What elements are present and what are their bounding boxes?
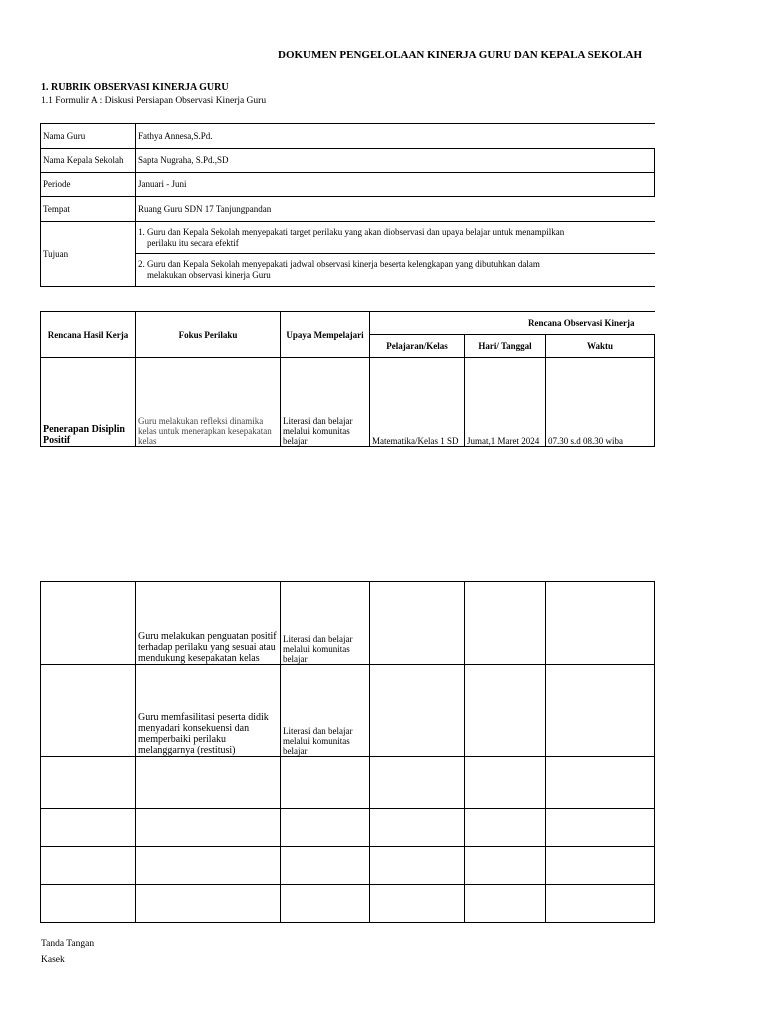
waktu-cell: 07.30 s.d 08.30 wiba [546, 358, 655, 447]
tempat-label: Tempat [41, 197, 136, 222]
empty-cell [546, 757, 655, 809]
signature-label: Tanda Tangan [41, 939, 95, 949]
header-pelajaran: Pelajaran/Kelas [370, 335, 465, 358]
periode-value: Januari - Juni [136, 173, 655, 197]
plan2-row-4 [41, 809, 655, 847]
empty-cell [370, 809, 465, 847]
nama-guru-value: Fathya Annesa,S.Pd. [136, 124, 655, 149]
empty-cell [136, 847, 281, 885]
empty-cell [465, 847, 546, 885]
empty-cell [41, 847, 136, 885]
empty-cell [281, 809, 370, 847]
empty-cell [136, 885, 281, 923]
empty-cell [370, 582, 465, 665]
tujuan-1-line1: 1. Guru dan Kepala Sekolah menyepakati target perilaku yang akan diobservasi dan upaya belajar untuk menampilkan [138, 226, 565, 237]
plan-table [40, 311, 655, 447]
empty-cell [281, 885, 370, 923]
empty-cell [370, 847, 465, 885]
plan2-row-1 [41, 582, 655, 665]
empty-cell [465, 757, 546, 809]
empty-cell [41, 757, 136, 809]
tujuan-item-1 [136, 222, 655, 254]
tujuan-2-line1: 2. Guru dan Kepala Sekolah menyepakati jadwal observasi kinerja beserta kelengkapan yang dibutuhkan dalam [138, 259, 540, 269]
rencana-hasil-cell: Penerapan Disiplin Positif [41, 358, 136, 447]
empty-cell [546, 885, 655, 923]
tujuan-2-line2: melakukan observasi kinerja Guru [147, 270, 271, 280]
empty-cell [465, 582, 546, 665]
empty-cell [41, 809, 136, 847]
hari-cell: Jumat,1 Maret 2024 [465, 358, 546, 447]
header-waktu: Waktu [546, 335, 655, 358]
periode-label: Periode [41, 173, 136, 197]
tujuan-item-2 [136, 254, 655, 287]
signature-role: Kasek [41, 955, 65, 965]
info-table [40, 123, 655, 287]
tujuan-1-line2: perilaku itu secara efektif [147, 237, 239, 248]
section-heading: 1. RUBRIK OBSERVASI KINERJA GURU [41, 82, 229, 93]
upaya-cell: Literasi dan belajar melalui komunitas belajar [281, 358, 370, 447]
empty-cell [136, 757, 281, 809]
pelajaran-cell: Matematika/Kelas 1 SD [370, 358, 465, 447]
empty-cell [546, 809, 655, 847]
plan2-row-3 [41, 757, 655, 809]
plan-row [41, 358, 655, 447]
subsection-heading: 1.1 Formulir A : Diskusi Persiapan Observasi Kinerja Guru [41, 96, 267, 106]
empty-cell [546, 665, 655, 757]
info-row-kepala [41, 149, 655, 173]
empty-cell [370, 885, 465, 923]
empty-cell [41, 582, 136, 665]
header-upaya: Upaya Mempelajari [281, 312, 370, 358]
info-row-tujuan-1 [41, 222, 655, 254]
upaya-cell: Literasi dan belajar melalui komunitas belajar [281, 665, 370, 757]
empty-cell [281, 847, 370, 885]
header-rencana-hasil: Rencana Hasil Kerja [41, 312, 136, 358]
empty-cell [546, 582, 655, 665]
plan2-row-6 [41, 885, 655, 923]
empty-cell [465, 809, 546, 847]
upaya-cell: Literasi dan belajar melalui komunitas belajar [281, 582, 370, 665]
document-title: DOKUMEN PENGELOLAAN KINERJA GURU DAN KEPALA SEKOLAH [278, 49, 643, 61]
info-row-periode [41, 173, 655, 197]
plan2-row-2 [41, 665, 655, 757]
header-rencana-observasi: Rencana Observasi Kinerja [370, 312, 655, 335]
empty-cell [546, 847, 655, 885]
kepala-label: Nama Kepala Sekolah [41, 149, 136, 173]
plan-table-continued [40, 581, 655, 923]
nama-guru-label: Nama Guru [41, 124, 136, 149]
empty-cell [281, 757, 370, 809]
empty-cell [465, 665, 546, 757]
header-fokus: Fokus Perilaku [136, 312, 281, 358]
empty-cell [370, 665, 465, 757]
empty-cell [465, 885, 546, 923]
tujuan-label: Tujuan [41, 222, 136, 287]
tempat-value: Ruang Guru SDN 17 Tanjungpandan [136, 197, 655, 222]
plan-header-row-1 [41, 312, 655, 335]
empty-cell [136, 809, 281, 847]
info-row-tempat [41, 197, 655, 222]
plan2-row-5 [41, 847, 655, 885]
header-hari: Hari/ Tanggal [465, 335, 546, 358]
empty-cell [370, 757, 465, 809]
fokus-cell: Guru memfasilitasi peserta didik menyadari konsekuensi dan memperbaiki perilaku melanggarnya (restitusi) [136, 665, 281, 757]
kepala-value: Sapta Nugraha, S.Pd.,SD [136, 149, 655, 173]
empty-cell [41, 885, 136, 923]
empty-cell [41, 665, 136, 757]
info-row-nama-guru [41, 124, 655, 149]
fokus-cell: Guru melakukan refleksi dinamika kelas untuk menerapkan kesepakatan kelas [136, 358, 281, 447]
fokus-cell: Guru melakukan penguatan positif terhadap perilaku yang sesuai atau mendukung kesepakatan kelas [136, 582, 281, 665]
